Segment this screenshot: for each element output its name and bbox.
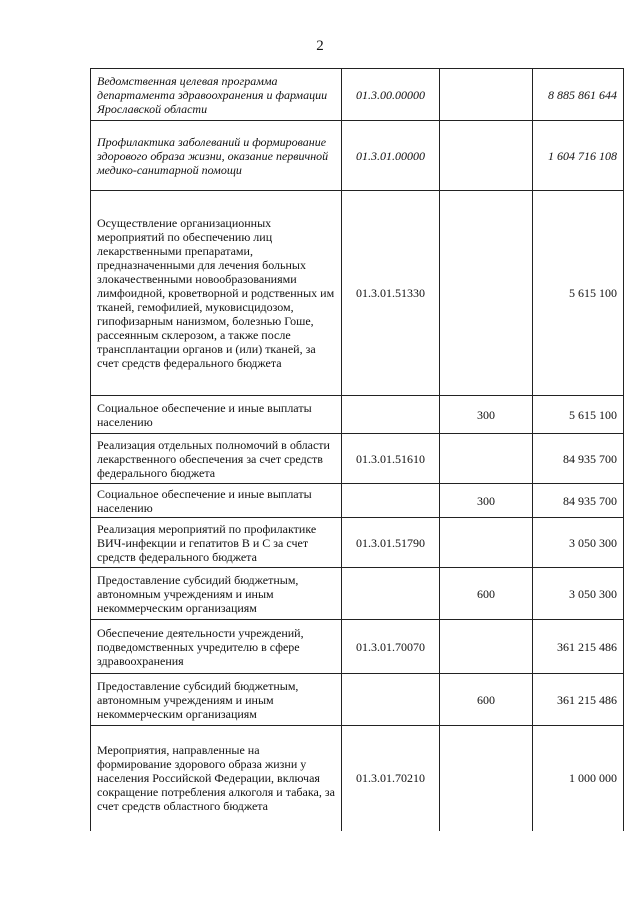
row-amount: 5 615 100 <box>533 396 624 434</box>
row-name: Реализация отдельных полномочий в области лекарственного обеспечения за счет средств федерального бюджета <box>91 434 342 484</box>
row-expense-type: 300 <box>440 396 533 434</box>
row-expense-type <box>440 434 533 484</box>
row-name: Предоставление субсидий бюджетным, автономным учреждениям и иным некоммерческим организациям <box>91 674 342 726</box>
row-name: Ведомственная целевая программа департамента здравоохранения и фармации Ярославской области <box>91 69 342 121</box>
table-row <box>91 396 624 434</box>
table-row <box>91 191 624 396</box>
row-expense-type <box>440 620 533 674</box>
row-code: 01.3.01.70210 <box>342 726 440 831</box>
row-amount: 361 215 486 <box>533 620 624 674</box>
table-row <box>91 518 624 568</box>
row-amount: 1 000 000 <box>533 726 624 831</box>
row-name: Реализация мероприятий по профилактике ВИЧ-инфекции и гепатитов В и С за счет средств федерального бюджета <box>91 518 342 568</box>
row-expense-type <box>440 121 533 191</box>
row-name: Социальное обеспечение и иные выплаты населению <box>91 396 342 434</box>
table-row <box>91 726 624 831</box>
row-amount: 3 050 300 <box>533 568 624 620</box>
row-name: Профилактика заболеваний и формирование здорового образа жизни, оказание первичной медико-санитарной помощи <box>91 121 342 191</box>
row-code <box>342 568 440 620</box>
row-amount: 5 615 100 <box>533 191 624 396</box>
row-code: 01.3.01.00000 <box>342 121 440 191</box>
row-expense-type <box>440 726 533 831</box>
table-row <box>91 434 624 484</box>
row-amount: 3 050 300 <box>533 518 624 568</box>
budget-table <box>90 68 624 831</box>
table-row <box>91 121 624 191</box>
row-name: Обеспечение деятельности учреждений, подведомственных учредителю в сфере здравоохранения <box>91 620 342 674</box>
table-row <box>91 484 624 518</box>
row-expense-type: 600 <box>440 674 533 726</box>
row-name: Предоставление субсидий бюджетным, автономным учреждениям и иным некоммерческим организациям <box>91 568 342 620</box>
table-row <box>91 620 624 674</box>
table-row <box>91 568 624 620</box>
row-name: Мероприятия, направленные на формирование здорового образа жизни у населения Российской Федерации, включая сокращение потребления алкоголя и табака, за счет средств областного бюджета <box>91 726 342 831</box>
row-name: Социальное обеспечение и иные выплаты населению <box>91 484 342 518</box>
table-row <box>91 674 624 726</box>
row-expense-type <box>440 69 533 121</box>
row-amount: 361 215 486 <box>533 674 624 726</box>
row-expense-type: 300 <box>440 484 533 518</box>
row-name: Осуществление организационных мероприятий по обеспечению лиц лекарственными препаратами, предназначенными для лечения больных злокачественными новообразованиями лимфоидной, кроветворной и родственных им тканей, гемофилией, муковисцидозом, гипофизарным нанизмом, болезнью Гоше, рассеянным склерозом, а также после трансплантации органов и (или) тканей, за счет средств федерального бюджета <box>91 191 342 396</box>
row-code <box>342 396 440 434</box>
row-expense-type <box>440 518 533 568</box>
row-code: 01.3.01.51610 <box>342 434 440 484</box>
row-amount: 84 935 700 <box>533 484 624 518</box>
row-code <box>342 674 440 726</box>
row-code: 01.3.00.00000 <box>342 69 440 121</box>
table-row <box>91 69 624 121</box>
row-amount: 8 885 861 644 <box>533 69 624 121</box>
row-code <box>342 484 440 518</box>
row-code: 01.3.01.51790 <box>342 518 440 568</box>
page-number: 2 <box>316 38 324 54</box>
row-code: 01.3.01.51330 <box>342 191 440 396</box>
row-amount: 1 604 716 108 <box>533 121 624 191</box>
row-amount: 84 935 700 <box>533 434 624 484</box>
row-expense-type: 600 <box>440 568 533 620</box>
row-expense-type <box>440 191 533 396</box>
row-code: 01.3.01.70070 <box>342 620 440 674</box>
